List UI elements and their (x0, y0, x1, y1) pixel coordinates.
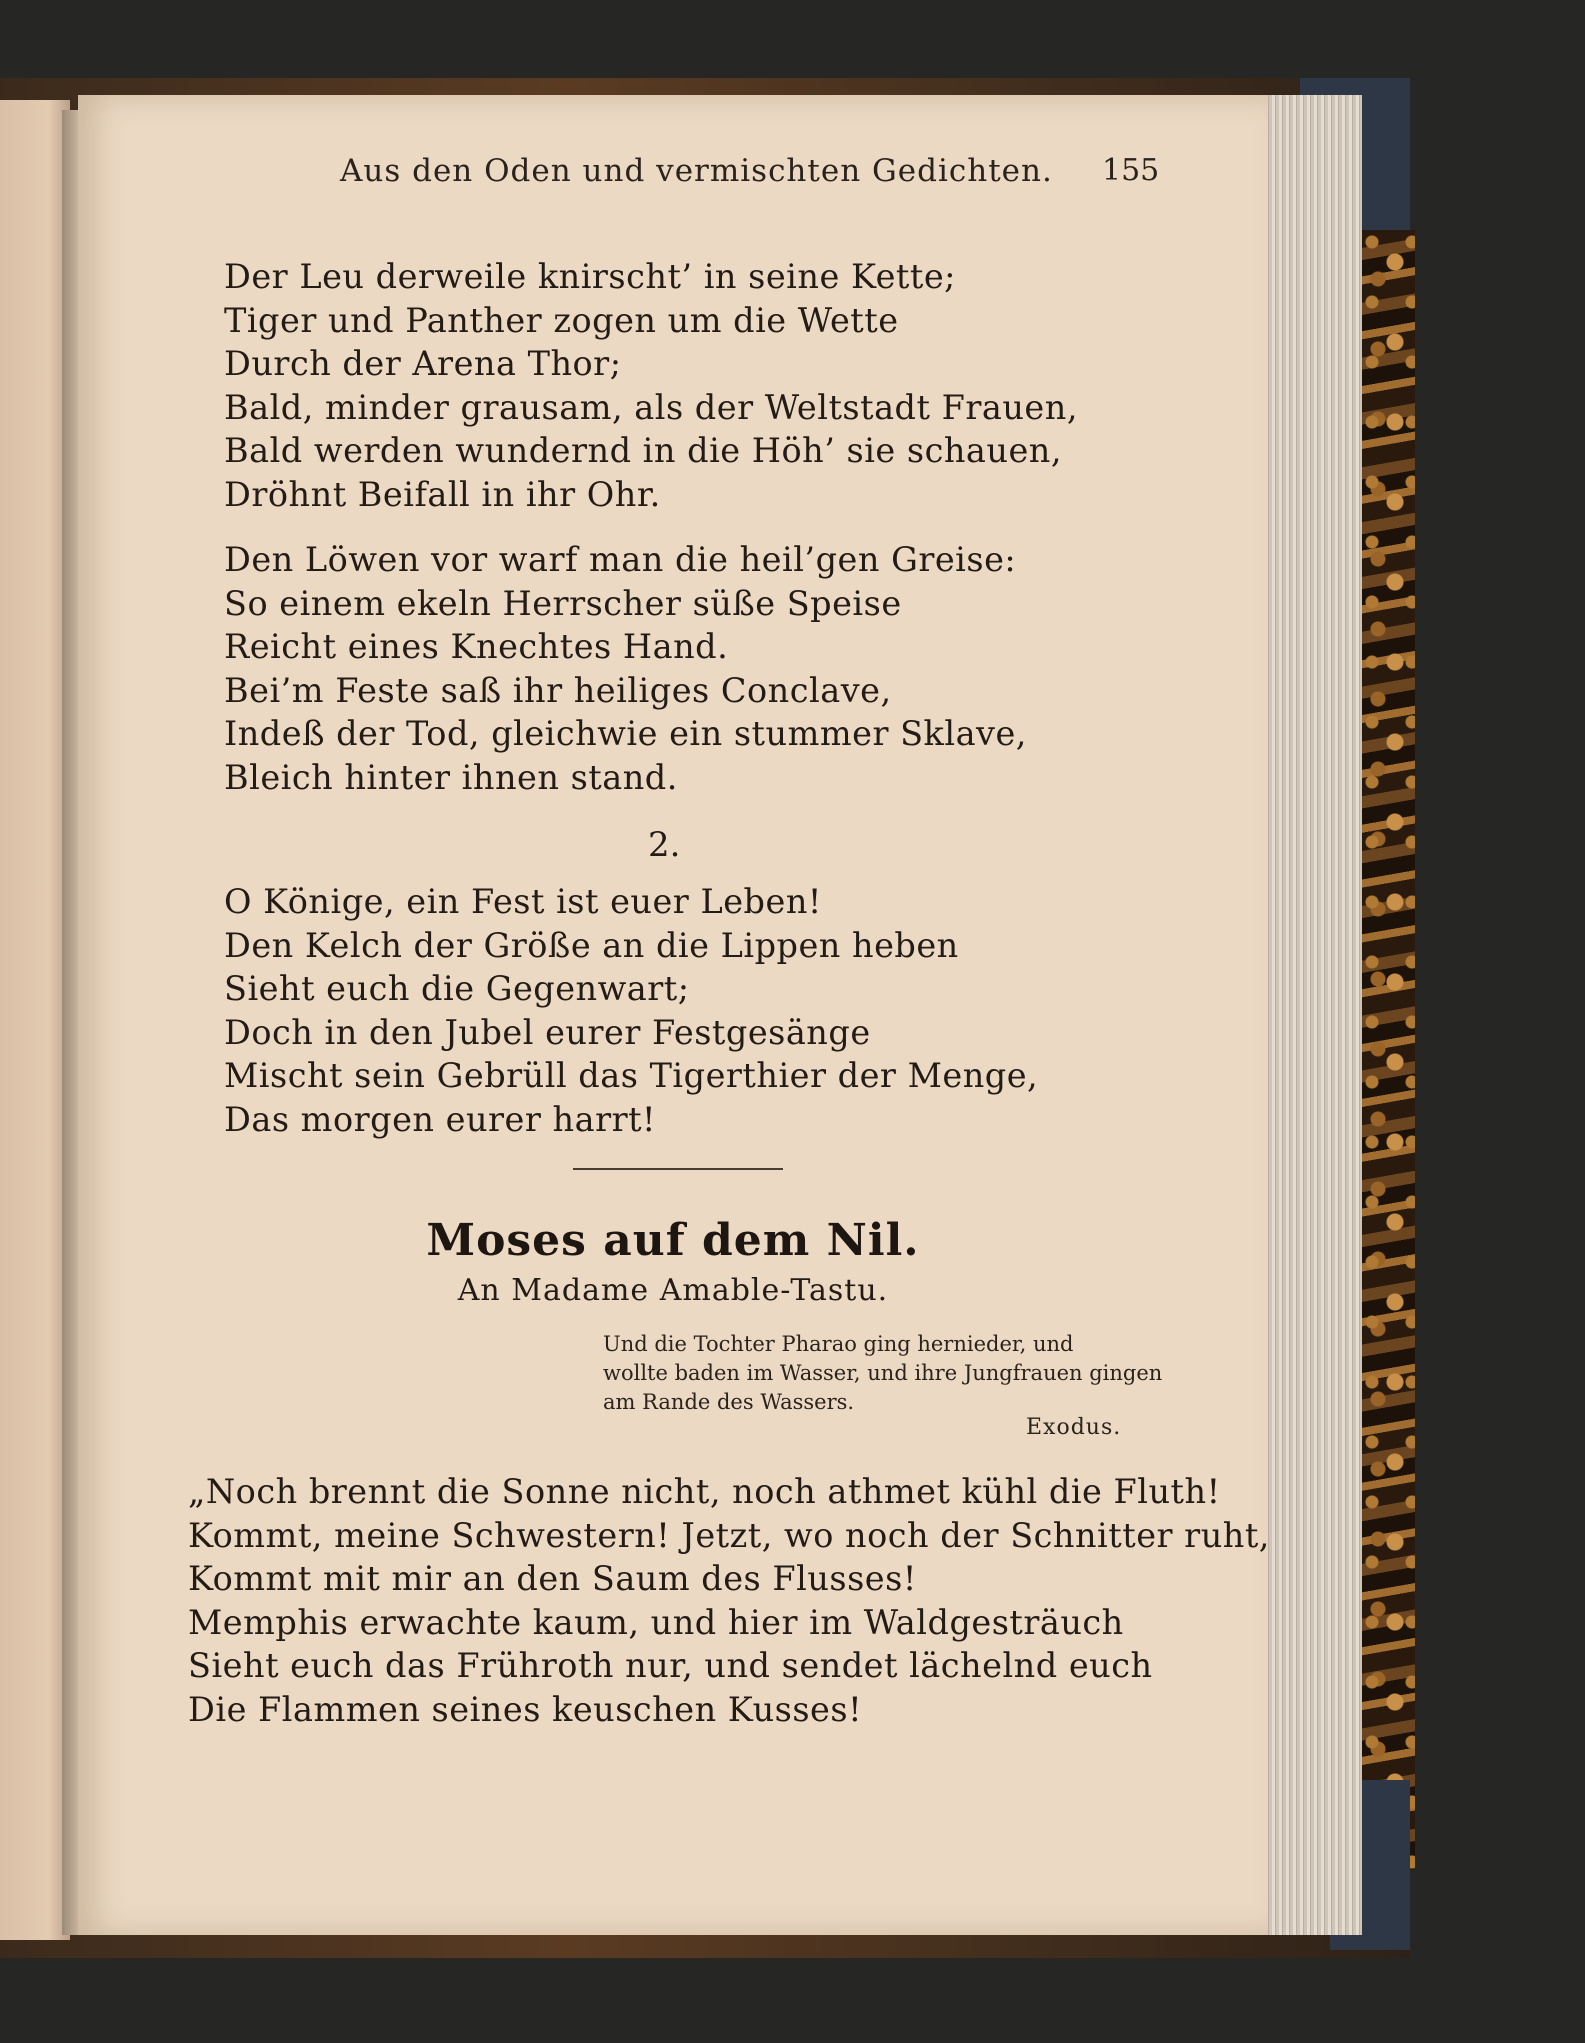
verse-line: So einem ekeln Herrscher süße Speise (224, 583, 902, 623)
section-number: 2. (648, 825, 681, 865)
epigraph-line: wollte baden im Wasser, und ihre Jungfrauen gingen (603, 1361, 1163, 1385)
epigraph (603, 1330, 1163, 1417)
book-page (78, 95, 1268, 1935)
verse-line: Die Flammen seines keuschen Kusses! (188, 1689, 863, 1729)
page-number: 155 (1102, 153, 1160, 188)
verse-line: Den Löwen vor warf man die heil’gen Greise: (224, 540, 1017, 579)
epigraph-source: Exodus. (1026, 1415, 1122, 1440)
verse-line: Der Leu derweile knirscht’ in seine Kette; (224, 257, 956, 296)
stanza-3 (224, 880, 1038, 1141)
verse-line: Das morgen eurer harrt! (224, 1099, 657, 1139)
verse-line: Kommt, meine Schwestern! Jetzt, wo noch der Schnitter ruht, (188, 1515, 1270, 1555)
verse-line: Dröhnt Beifall in ihr Ohr. (224, 474, 661, 514)
verse-line: Doch in den Jubel eurer Festgesänge (224, 1012, 871, 1052)
verse-line: „Noch brennt die Sonne nicht, noch athmet kühl die Fluth! (188, 1472, 1221, 1511)
page-edges (1262, 95, 1362, 1935)
epigraph-line: am Rande des Wassers. (603, 1390, 855, 1414)
verse-line: Sieht euch das Frühroth nur, und sendet lächelnd euch (188, 1646, 1153, 1685)
verse-line: Kommt mit mir an den Saum des Flusses! (188, 1559, 917, 1598)
stanza-2 (224, 538, 1027, 799)
verse-line: Den Kelch der Größe an die Lippen heben (224, 925, 959, 965)
poem-title: Moses auf dem Nil. (426, 1215, 920, 1266)
verse-line: Bleich hinter ihnen stand. (224, 757, 678, 797)
verse-line: Bald, minder grausam, als der Weltstadt Frauen, (224, 387, 1078, 427)
verse-line: Bald werden wundernd in die Höh’ sie schauen, (224, 431, 1063, 470)
verse-line: Bei’m Feste saß ihr heiliges Conclave, (224, 670, 892, 710)
epigraph-line: Und die Tochter Pharao ging hernieder, und (603, 1332, 1074, 1356)
verse-line: O Könige, ein Fest ist euer Leben! (224, 882, 822, 921)
verse-line: Memphis erwachte kaum, und hier im Waldgesträuch (188, 1602, 1124, 1642)
verse-line: Durch der Arena Thor; (224, 344, 622, 383)
running-head: Aus den Oden und vermischten Gedichten. (340, 153, 1053, 189)
verse-line: Indeß der Tod, gleichwie ein stummer Sklave, (224, 714, 1027, 753)
stanza-1 (224, 255, 1078, 516)
verse-line: Sieht euch die Gegenwart; (224, 969, 690, 1008)
verse-line: Tiger und Panther zogen um die Wette (224, 300, 899, 340)
verse-line: Reicht eines Knechtes Hand. (224, 627, 729, 666)
page-header (78, 153, 1268, 203)
stanza-4 (188, 1470, 1270, 1731)
marbled-edge (1360, 230, 1415, 1870)
section-divider (573, 1168, 783, 1170)
verse-line: Mischt sein Gebrüll das Tigerthier der Menge, (224, 1056, 1039, 1095)
left-page-edge (0, 100, 70, 1940)
poem-dedication: An Madame Amable-Tastu. (457, 1273, 889, 1308)
